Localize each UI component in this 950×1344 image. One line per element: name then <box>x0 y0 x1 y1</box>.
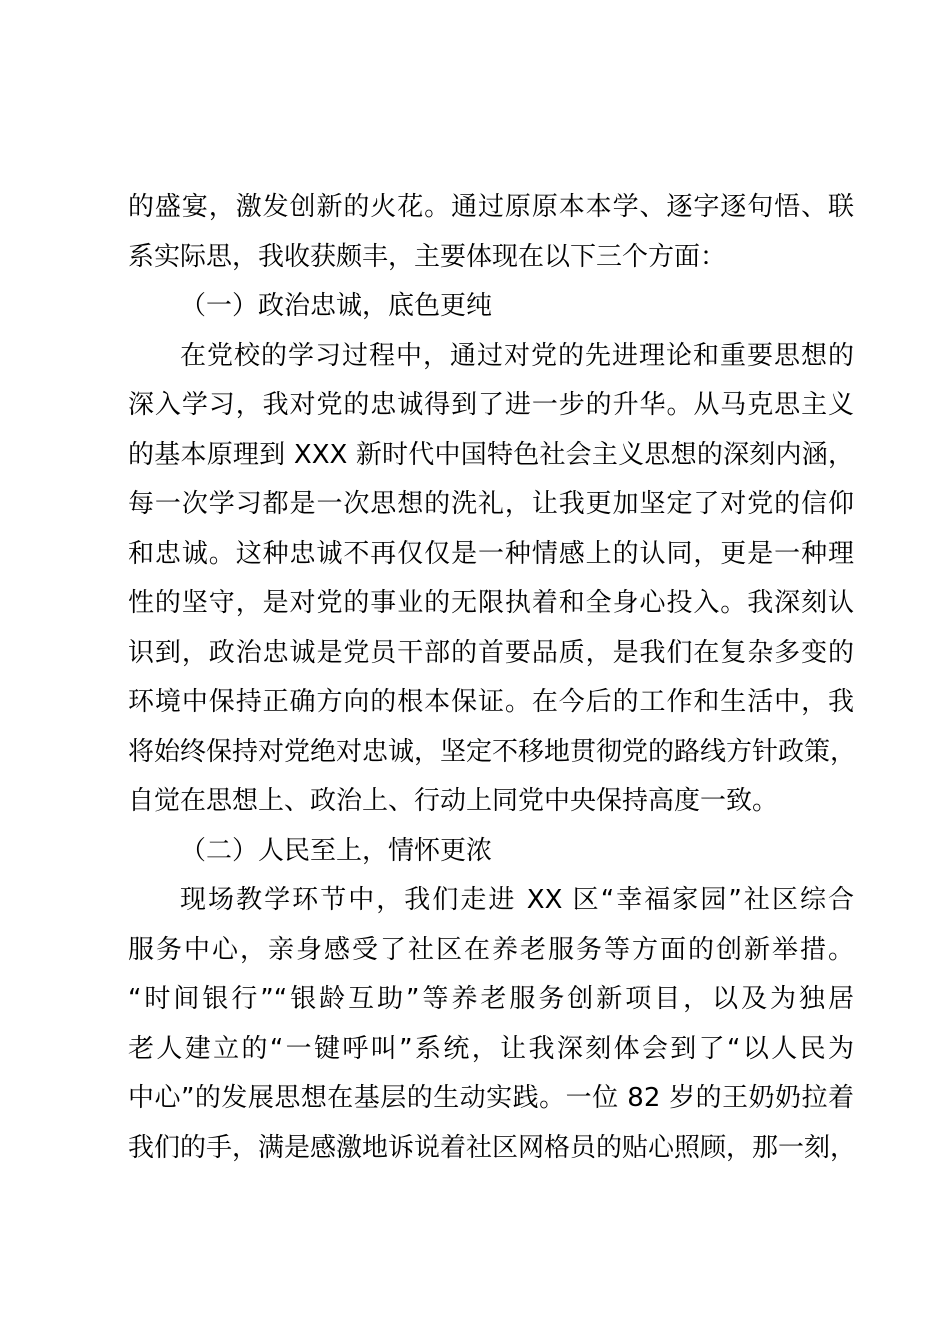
text-line: 在党校的学习过程中，通过对党的先进理论和重要思想的 <box>180 340 854 371</box>
text-line: “时间银行”“银龄互助”等养老服务创新项目，以及为独居 <box>128 984 854 1014</box>
text-line: 老人建立的“一键呼叫”系统，让我深刻体会到了“以人民为 <box>128 1033 854 1064</box>
text-line: 的基本原理到 XXX 新时代中国特色社会主义思想的深刻内涵， <box>128 439 854 470</box>
section-heading: （二）人民至上，情怀更浓 <box>180 835 493 866</box>
text-line: 自觉在思想上、政治上、行动上同党中央保持高度一致。 <box>128 786 779 816</box>
section-heading: （一）政治忠诚，底色更纯 <box>180 291 493 321</box>
text-line: 深入学习，我对党的忠诚得到了进一步的升华。从马克思主义 <box>128 390 854 420</box>
text-line: 将始终保持对党绝对忠诚，坚定不移地贯彻党的路线方针政策， <box>128 736 857 767</box>
text-line: 的盛宴，激发创新的火花。通过原原本本学、逐字逐句悟、联 <box>128 192 854 222</box>
text-line: 现场教学环节中，我们走进 XX 区“幸福家园”社区综合 <box>180 885 854 915</box>
text-line: 和忠诚。这种忠诚不再仅仅是一种情感上的认同，更是一种理 <box>128 538 854 569</box>
body-text <box>128 183 857 1173</box>
text-line: 中心”的发展思想在基层的生动实践。一位 82 岁的王奶奶拉着 <box>128 1083 854 1113</box>
text-line: 我们的手，满是感激地诉说着社区网格员的贴心照顾，那一刻， <box>128 1132 857 1163</box>
text-line: 环境中保持正确方向的根本保证。在今后的工作和生活中，我 <box>128 687 854 717</box>
text-line: 服务中心，亲身感受了社区在养老服务等方面的创新举措。 <box>128 934 854 965</box>
text-line: 系实际思，我收获颇丰，主要体现在以下三个方面： <box>128 241 727 272</box>
text-line: 识到，政治忠诚是党员干部的首要品质，是我们在复杂多变的 <box>128 637 854 668</box>
text-line: 性的坚守，是对党的事业的无限执着和全身心投入。我深刻认 <box>128 588 854 618</box>
text-line: 每一次学习都是一次思想的洗礼，让我更加坚定了对党的信仰 <box>128 489 854 519</box>
